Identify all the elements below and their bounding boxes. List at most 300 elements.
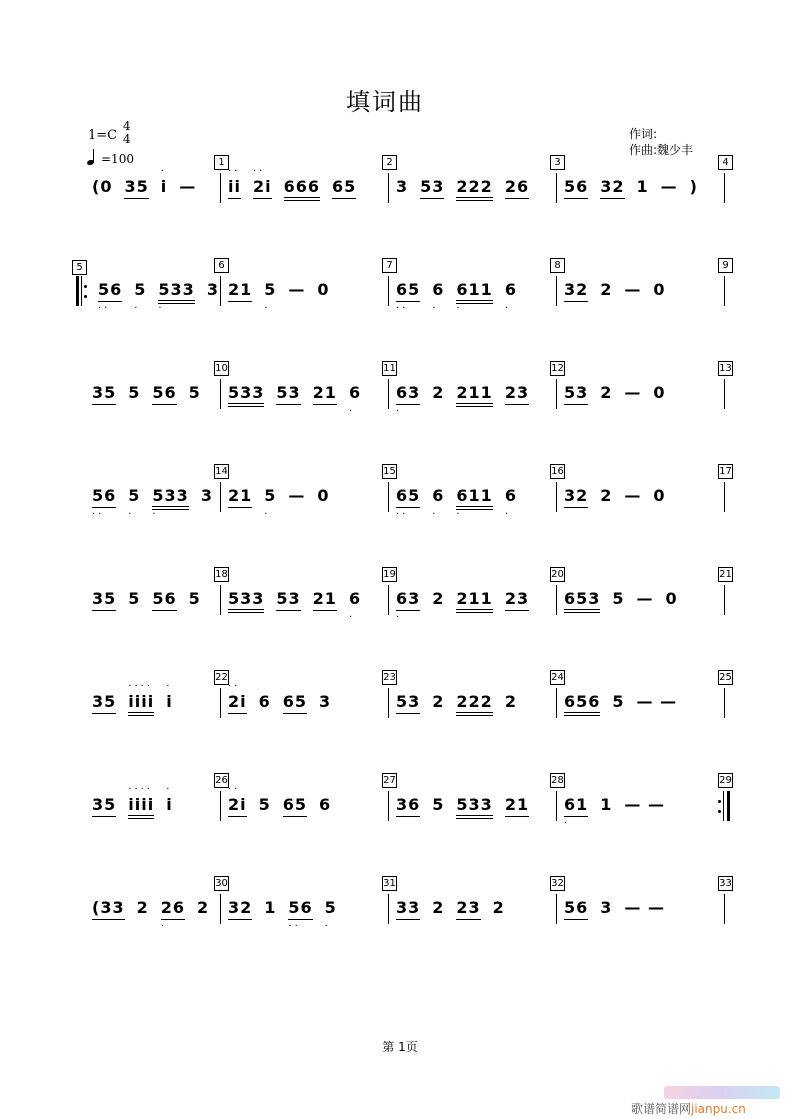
bar-number: 23	[383, 672, 396, 683]
bar-number: 6	[214, 258, 229, 273]
staff-row	[0, 670, 790, 730]
note-digits: 6	[504, 280, 517, 299]
octave-dot-high: ··	[228, 166, 241, 177]
note-group	[189, 383, 201, 403]
note-group	[92, 486, 117, 520]
bar-number: 14	[215, 466, 228, 477]
note-group	[432, 589, 444, 609]
staff-row	[0, 258, 790, 318]
sustain-dash	[637, 692, 678, 712]
octave-dot-low: ·	[348, 612, 356, 623]
note-digits: 32	[228, 898, 252, 920]
note-group	[456, 177, 492, 201]
octave-dot-high: ··	[228, 784, 241, 795]
note-digits: 666	[284, 177, 320, 201]
barline	[724, 173, 725, 203]
note-group	[228, 383, 264, 407]
note-group	[166, 681, 173, 712]
note-group	[288, 898, 313, 932]
note-group	[564, 177, 588, 199]
note-group	[505, 177, 529, 199]
note-digits: 2	[136, 898, 149, 917]
measure	[564, 280, 678, 316]
staff-row	[0, 567, 790, 627]
note-digits: 1	[600, 795, 613, 814]
note-digits: 21	[228, 280, 252, 302]
barline	[724, 276, 725, 306]
note-digits: 56	[98, 280, 122, 302]
note-group	[166, 784, 173, 815]
bar-number: 24	[551, 672, 564, 683]
note-group	[564, 486, 588, 508]
note-group	[456, 486, 493, 520]
note-group	[252, 166, 272, 199]
note-digits: 2	[600, 486, 613, 505]
note-group	[396, 692, 420, 714]
note-group	[197, 898, 209, 918]
note-digits: 65	[283, 692, 307, 714]
note-group	[348, 589, 362, 623]
note-digits: 35	[92, 589, 116, 611]
note-group	[564, 383, 588, 405]
note-digits: 6	[348, 383, 362, 402]
note-digits: 56	[92, 486, 116, 508]
bar-number: 22	[215, 672, 228, 683]
lyricist: 作词:	[629, 127, 658, 141]
octave-dot-low: ·	[128, 509, 135, 520]
bar-number: 9	[718, 258, 733, 273]
sustain-dash	[624, 795, 665, 815]
note-digits: 533	[158, 280, 194, 304]
note-group	[456, 383, 492, 407]
bar-number: 21	[719, 569, 732, 580]
note-group	[432, 280, 445, 314]
note-digits: 2	[492, 898, 505, 917]
sustain-dash	[624, 486, 641, 506]
bar-number: 32	[551, 878, 564, 889]
note-digits: 21	[505, 795, 529, 817]
measure	[228, 383, 373, 419]
note-digits: 56	[152, 383, 176, 405]
note-digits: 56	[564, 177, 588, 199]
note-digits: —	[624, 383, 642, 402]
note-group	[319, 692, 331, 712]
barline	[220, 379, 221, 409]
note-group	[228, 898, 252, 920]
note-digits: iiii	[128, 795, 154, 819]
note-digits: 0	[665, 589, 678, 608]
octave-dot-low: ·	[396, 406, 403, 417]
note-digits: 23	[505, 383, 529, 405]
measure	[564, 177, 710, 213]
barline	[220, 585, 221, 615]
note-group	[396, 589, 421, 623]
bar-number: 26	[215, 775, 228, 786]
bar-number: 5	[72, 260, 87, 275]
note-digits: 2	[432, 692, 445, 711]
note-group	[564, 589, 600, 613]
note-digits: — —	[624, 795, 665, 814]
note-group	[317, 486, 329, 506]
note-digits: 5	[612, 589, 625, 608]
note-digits: 5	[134, 280, 147, 299]
octave-dot-low: ·	[160, 921, 167, 932]
note-group	[276, 383, 300, 405]
note-group	[92, 692, 116, 714]
staff-row	[0, 464, 790, 524]
barline	[556, 482, 557, 512]
barline	[388, 585, 389, 615]
song-title: 填词曲	[346, 88, 424, 116]
octave-dot-low: ·	[348, 406, 356, 417]
note-digits: 533	[152, 486, 188, 510]
note-group	[228, 280, 252, 302]
note-digits: 653	[564, 589, 600, 613]
measure	[92, 898, 221, 934]
note-group	[653, 383, 665, 403]
barline	[724, 894, 725, 924]
measure	[564, 692, 689, 728]
note-digits: 53	[276, 383, 300, 405]
watermark	[631, 1086, 781, 1114]
octave-dot-high: ·	[160, 166, 167, 177]
note-digits: 533	[228, 383, 264, 407]
note-digits: 3	[319, 692, 332, 711]
note-group	[128, 383, 140, 403]
note-group	[228, 784, 247, 817]
note-group	[264, 898, 276, 918]
bar-number: 13	[719, 363, 732, 374]
note-digits: 222	[456, 177, 492, 201]
key-signature: 1=C	[88, 128, 118, 143]
note-digits: 6	[319, 795, 332, 814]
note-group	[128, 589, 140, 609]
note-group	[432, 383, 444, 403]
note-group	[396, 898, 420, 920]
note-group	[264, 280, 277, 314]
note-digits: —	[624, 280, 642, 299]
octave-dot-high: ····	[128, 784, 153, 795]
note-group	[134, 280, 147, 314]
note-group	[92, 589, 116, 611]
octave-dot-low: ·	[456, 303, 463, 314]
note-digits: (33	[92, 898, 125, 920]
time-signature-top: 4	[123, 119, 131, 133]
note-group	[396, 280, 421, 314]
sustain-dash	[690, 177, 698, 197]
note-group	[600, 795, 612, 815]
note-group	[396, 383, 421, 417]
note-group	[432, 795, 444, 815]
note-digits: 533	[456, 795, 492, 819]
measure	[92, 383, 213, 419]
measure	[396, 692, 529, 728]
note-group	[98, 280, 123, 314]
note-digits: 5	[264, 486, 277, 505]
octave-dot-low: ·	[324, 921, 331, 932]
octave-dot-low: ··	[396, 509, 409, 520]
note-group	[564, 795, 589, 829]
note-digits: 56	[564, 898, 588, 920]
staff-row	[0, 876, 790, 936]
note-group	[128, 784, 155, 819]
note-group	[92, 177, 112, 197]
measure	[228, 589, 373, 625]
note-digits: 6	[258, 692, 271, 711]
barline	[556, 585, 557, 615]
sustain-dash	[288, 486, 305, 506]
note-digits: 53	[564, 383, 588, 405]
bar-number: 15	[383, 466, 396, 477]
note-digits: 2i	[228, 795, 247, 817]
note-digits: 5	[128, 589, 141, 608]
note-group	[228, 166, 241, 199]
note-digits: — —	[624, 898, 665, 917]
note-group	[259, 795, 271, 815]
bar-number: 31	[383, 878, 396, 889]
note-digits: 222	[456, 692, 492, 716]
time-signature	[123, 120, 131, 146]
note-group	[600, 486, 612, 506]
note-digits: 26	[505, 177, 529, 199]
measure	[564, 383, 678, 419]
note-digits: iiii	[128, 692, 154, 716]
note-group	[456, 280, 493, 314]
note-digits: 3	[396, 177, 409, 196]
measure	[92, 166, 208, 213]
note-digits: 23	[505, 589, 529, 611]
barline	[220, 791, 221, 821]
note-digits: 35	[92, 383, 116, 405]
measure	[228, 166, 368, 213]
note-digits: 5	[432, 795, 445, 814]
barline	[220, 173, 221, 203]
note-digits: i	[160, 177, 168, 196]
note-group	[505, 383, 529, 405]
measure	[92, 486, 225, 522]
repeat-start-barline	[76, 276, 86, 306]
note-group	[189, 589, 201, 609]
barline	[388, 173, 389, 203]
bar-number: 18	[215, 569, 228, 580]
octave-dot-low: ·	[564, 818, 571, 829]
note-digits: 656	[564, 692, 600, 716]
note-group	[158, 280, 195, 314]
note-group	[504, 486, 517, 520]
staff-row	[0, 155, 790, 215]
measure	[564, 486, 678, 522]
note-digits: —	[624, 486, 642, 505]
note-group	[137, 898, 149, 918]
octave-dot-high: ··	[228, 681, 241, 692]
note-digits: 0	[653, 280, 666, 299]
note-group	[505, 692, 517, 712]
note-digits: i	[166, 795, 173, 814]
bar-number: 4	[718, 155, 733, 170]
barline	[724, 482, 725, 512]
measure	[98, 280, 231, 316]
measure	[564, 795, 677, 831]
note-group	[396, 486, 421, 520]
note-group	[92, 795, 116, 817]
octave-dot-low: ·	[456, 509, 463, 520]
note-group	[600, 280, 612, 300]
credits	[629, 126, 693, 158]
bar-number: 12	[551, 363, 564, 374]
note-digits: 56	[152, 589, 176, 611]
note-digits: )	[689, 177, 698, 196]
bar-number: 29	[719, 775, 732, 786]
note-group	[317, 280, 329, 300]
octave-dot-low: ·	[432, 303, 439, 314]
note-group	[348, 383, 362, 417]
note-group	[396, 177, 408, 197]
bar-number: 30	[215, 878, 228, 889]
bar-number: 27	[383, 775, 396, 786]
note-digits: 32	[564, 280, 588, 302]
note-digits: 2	[196, 898, 210, 917]
note-group	[505, 795, 529, 817]
sustain-dash	[179, 177, 196, 197]
note-group	[493, 898, 505, 918]
note-digits: 6	[432, 486, 445, 505]
note-digits: 3	[206, 280, 219, 299]
note-digits: 65	[283, 795, 307, 817]
watermark-text: 歌谱简谱网	[631, 1102, 692, 1116]
octave-dot-low: ·	[264, 303, 271, 314]
note-group	[564, 280, 588, 302]
octave-dot-low: ·	[396, 612, 403, 623]
note-digits: 32	[564, 486, 588, 508]
note-group	[128, 681, 155, 716]
note-digits: 2i	[228, 692, 247, 714]
note-group	[201, 486, 213, 506]
note-digits: 65	[396, 486, 420, 508]
note-digits: 35	[124, 177, 148, 199]
note-group	[420, 177, 444, 199]
note-group	[396, 795, 420, 817]
octave-dot-low: ·	[134, 303, 141, 314]
note-group	[612, 589, 624, 609]
note-digits: 2	[600, 383, 613, 402]
note-digits: 32	[600, 177, 624, 199]
note-digits: 53	[276, 589, 300, 611]
note-group	[313, 383, 337, 405]
sustain-dash	[661, 177, 678, 197]
measure	[228, 784, 343, 831]
composer: 作曲:魏少丰	[629, 143, 694, 157]
sustain-dash	[637, 589, 654, 609]
note-group	[207, 280, 219, 300]
bar-number: 2	[382, 155, 397, 170]
note-group	[228, 681, 247, 714]
barline	[556, 276, 557, 306]
bar-number: 8	[550, 258, 565, 273]
time-signature-bottom: 4	[123, 132, 131, 146]
note-digits: (0	[92, 177, 113, 196]
note-digits: 5	[612, 692, 625, 711]
note-digits: 211	[456, 383, 492, 407]
note-digits: 6	[504, 486, 517, 505]
sustain-dash	[624, 898, 665, 918]
sustain-dash	[624, 280, 641, 300]
barline	[220, 688, 221, 718]
note-group	[456, 589, 492, 613]
octave-dot-low: ·	[264, 509, 271, 520]
note-digits: 21	[228, 486, 252, 508]
note-group	[505, 589, 529, 611]
note-digits: 6	[432, 280, 445, 299]
note-group	[612, 692, 624, 712]
note-digits: 0	[653, 383, 666, 402]
note-group	[600, 898, 612, 918]
barline	[724, 379, 725, 409]
barline	[556, 173, 557, 203]
bar-number: 7	[382, 258, 397, 273]
bar-number: 10	[215, 363, 228, 374]
note-digits: 36	[396, 795, 420, 817]
note-group	[283, 692, 307, 714]
bar-number: 17	[719, 466, 732, 477]
note-digits: 61	[564, 795, 588, 817]
measure	[396, 486, 529, 522]
note-group	[128, 486, 141, 520]
note-digits: 35	[92, 795, 116, 817]
bar-number: 11	[383, 363, 396, 374]
barline	[388, 894, 389, 924]
octave-dot-low: ··	[98, 303, 111, 314]
note-group	[332, 177, 356, 199]
note-digits: 5	[128, 383, 141, 402]
note-group	[432, 692, 444, 712]
staff-row	[0, 361, 790, 421]
note-group	[432, 486, 445, 520]
note-digits: — —	[636, 692, 678, 711]
octave-dot-low: ··	[92, 509, 105, 520]
note-group	[160, 898, 185, 932]
note-digits: 65	[332, 177, 356, 199]
note-digits: 611	[456, 486, 492, 510]
measure	[396, 589, 541, 625]
note-digits: 211	[456, 589, 492, 613]
note-group	[600, 177, 624, 199]
octave-dot-low: ··	[396, 303, 409, 314]
note-group	[564, 898, 588, 920]
note-digits: 2	[504, 692, 517, 711]
measure	[396, 280, 529, 316]
note-group	[319, 795, 331, 815]
note-digits: 5	[324, 898, 337, 917]
note-group	[276, 589, 300, 611]
barline	[388, 791, 389, 821]
barline	[724, 585, 725, 615]
note-group	[637, 177, 649, 197]
measure	[228, 898, 349, 934]
bar-number: 33	[719, 878, 732, 889]
octave-dot-high: ·	[166, 681, 173, 692]
note-digits: 5	[188, 589, 201, 608]
note-group	[653, 280, 665, 300]
note-digits: 35	[92, 692, 116, 714]
measure	[396, 383, 541, 419]
note-digits: 56	[288, 898, 312, 920]
note-digits: 2	[432, 383, 445, 402]
note-digits: 5	[188, 383, 201, 402]
octave-dot-low: ·	[504, 509, 511, 520]
note-group	[600, 383, 612, 403]
tempo-value: =100	[101, 152, 134, 166]
barline	[388, 276, 389, 306]
